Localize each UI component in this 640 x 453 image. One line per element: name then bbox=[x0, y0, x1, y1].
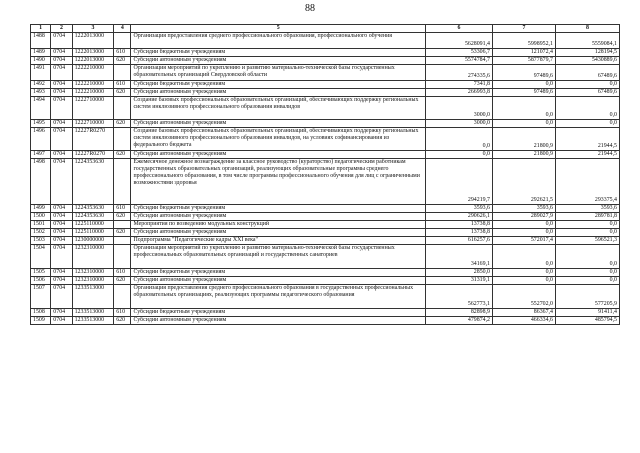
amount-col8: 5430889,6 bbox=[555, 57, 619, 65]
expense-type: 610 bbox=[114, 269, 131, 277]
table-row bbox=[31, 57, 620, 65]
amount-col8: 577205,9 bbox=[555, 285, 619, 309]
amount-col6: 5574784,7 bbox=[425, 57, 492, 65]
table-row bbox=[31, 97, 620, 120]
item-name: Субсидии бюджетным учреждениям bbox=[131, 205, 426, 213]
amount-col8: 0,0 bbox=[555, 229, 619, 237]
table-row bbox=[31, 229, 620, 237]
col-header: 4 bbox=[114, 25, 131, 33]
expense-type bbox=[114, 285, 131, 309]
section-code: 0704 bbox=[51, 120, 72, 128]
amount-col7: 0,0 bbox=[493, 269, 556, 277]
amount-col7: 466334,6 bbox=[493, 317, 556, 325]
amount-col7: 97489,6 bbox=[493, 89, 556, 97]
row-number: 1505 bbox=[31, 269, 51, 277]
section-code: 0704 bbox=[51, 269, 72, 277]
amount-col7: 572017,4 bbox=[493, 237, 556, 245]
target-code: 1222013000 bbox=[72, 49, 114, 57]
amount-col7: 21800,9 bbox=[493, 151, 556, 159]
row-number: 1490 bbox=[31, 57, 51, 65]
section-code: 0704 bbox=[51, 205, 72, 213]
item-name: Субсидии бюджетным учреждениям bbox=[131, 269, 426, 277]
amount-col7: 0,0 bbox=[493, 81, 556, 89]
amount-col8: 289781,8 bbox=[555, 213, 619, 221]
expense-type bbox=[114, 159, 131, 205]
item-name: Субсидии автономным учреждениям bbox=[131, 317, 426, 325]
amount-col8: 0,0 bbox=[555, 97, 619, 120]
target-code: 1222210000 bbox=[72, 81, 114, 89]
row-number: 1489 bbox=[31, 49, 51, 57]
expense-type: 620 bbox=[114, 120, 131, 128]
amount-col8: 21944,5 bbox=[555, 151, 619, 159]
expense-type: 620 bbox=[114, 89, 131, 97]
amount-col7: 0,0 bbox=[493, 277, 556, 285]
expense-type: 610 bbox=[114, 309, 131, 317]
row-number: 1499 bbox=[31, 205, 51, 213]
section-code: 0704 bbox=[51, 57, 72, 65]
target-code: 1224353630 bbox=[72, 205, 114, 213]
amount-col7: 552702,0 bbox=[493, 285, 556, 309]
row-number: 1498 bbox=[31, 159, 51, 205]
target-code: 1232310000 bbox=[72, 245, 114, 269]
table-row bbox=[31, 285, 620, 309]
table-row bbox=[31, 245, 620, 269]
section-code: 0704 bbox=[51, 49, 72, 57]
amount-col8: 67489,6 bbox=[555, 89, 619, 97]
section-code: 0704 bbox=[51, 309, 72, 317]
item-name: Субсидии бюджетным учреждениям bbox=[131, 81, 426, 89]
target-code: 1233513000 bbox=[72, 309, 114, 317]
amount-col8: 67489,6 bbox=[555, 65, 619, 81]
amount-col7: 97489,6 bbox=[493, 65, 556, 81]
amount-col6: 266993,8 bbox=[425, 89, 492, 97]
table-row bbox=[31, 205, 620, 213]
item-name: Ежемесячное денежное вознаграждение за классное руководство (кураторство) педагогическим работникам государственных образовательных организаций, реализующих образовательные программы среднего профессионального образования, в том числе программы профессионального обучения для лиц с ограниченными возможностями здоровья bbox=[131, 159, 426, 205]
table-row bbox=[31, 49, 620, 57]
section-code: 0704 bbox=[51, 151, 72, 159]
table-row bbox=[31, 159, 620, 205]
amount-col7: 21800,9 bbox=[493, 128, 556, 151]
table-row bbox=[31, 151, 620, 159]
amount-col6: 53306,7 bbox=[425, 49, 492, 57]
amount-col8: 5559084,1 bbox=[555, 33, 619, 49]
expense-type bbox=[114, 128, 131, 151]
target-code: 1222210000 bbox=[72, 65, 114, 81]
amount-col6: 3000,0 bbox=[425, 97, 492, 120]
amount-col6: 616257,6 bbox=[425, 237, 492, 245]
expense-type: 610 bbox=[114, 81, 131, 89]
target-code: 1232310000 bbox=[72, 269, 114, 277]
amount-col7: 86367,4 bbox=[493, 309, 556, 317]
section-code: 0704 bbox=[51, 317, 72, 325]
item-name: Субсидии бюджетным учреждениям bbox=[131, 49, 426, 57]
amount-col6: 294219,7 bbox=[425, 159, 492, 205]
amount-col6: 13738,8 bbox=[425, 221, 492, 229]
section-code: 0704 bbox=[51, 65, 72, 81]
table-row bbox=[31, 213, 620, 221]
amount-col7: 5877879,7 bbox=[493, 57, 556, 65]
amount-col7: 3593,6 bbox=[493, 205, 556, 213]
row-number: 1509 bbox=[31, 317, 51, 325]
table-row bbox=[31, 221, 620, 229]
row-number: 1504 bbox=[31, 245, 51, 269]
amount-col6: 3000,0 bbox=[425, 120, 492, 128]
expense-type: 620 bbox=[114, 229, 131, 237]
expense-type bbox=[114, 237, 131, 245]
amount-col8: 128194,5 bbox=[555, 49, 619, 57]
section-code: 0704 bbox=[51, 277, 72, 285]
item-name: Организация предоставления среднего профессионального образования в государственных профессиональных образовательных организациях, реализующих программы педагогического образования bbox=[131, 285, 426, 309]
item-name: Субсидии автономным учреждениям bbox=[131, 151, 426, 159]
amount-col6: 290626,1 bbox=[425, 213, 492, 221]
col-header: 5 bbox=[131, 25, 426, 33]
amount-col6: 562773,1 bbox=[425, 285, 492, 309]
target-code: 1224353630 bbox=[72, 159, 114, 205]
item-name: Мероприятия по возведению модульных конструкций bbox=[131, 221, 426, 229]
row-number: 1488 bbox=[31, 33, 51, 49]
item-name: Субсидии автономным учреждениям bbox=[131, 89, 426, 97]
page-number: 88 bbox=[305, 3, 315, 14]
target-code: 12227R0270 bbox=[72, 128, 114, 151]
amount-col6: 31319,1 bbox=[425, 277, 492, 285]
col-header: 2 bbox=[51, 25, 72, 33]
row-number: 1501 bbox=[31, 221, 51, 229]
item-name: Организация мероприятий по укреплению и развитию материально-технической базы государственных профессиональных образовательных организаций и государственных санаториев bbox=[131, 245, 426, 269]
col-header: 1 bbox=[31, 25, 51, 33]
amount-col7: 0,0 bbox=[493, 245, 556, 269]
target-code: 1225110000 bbox=[72, 229, 114, 237]
item-name: Субсидии автономным учреждениям bbox=[131, 277, 426, 285]
amount-col7: 5998952,1 bbox=[493, 33, 556, 49]
row-number: 1508 bbox=[31, 309, 51, 317]
amount-col8: 596521,3 bbox=[555, 237, 619, 245]
amount-col6: 479874,2 bbox=[425, 317, 492, 325]
amount-col8: 0,0 bbox=[555, 120, 619, 128]
target-code: 1233513000 bbox=[72, 285, 114, 309]
target-code: 1222210000 bbox=[72, 89, 114, 97]
expense-type: 620 bbox=[114, 277, 131, 285]
amount-col6: 34169,1 bbox=[425, 245, 492, 269]
item-name: Организация мероприятий по укреплению и развитию материально-технической базы государственных образовательных организаций Свердловской области bbox=[131, 65, 426, 81]
table-row bbox=[31, 277, 620, 285]
item-name: Подпрограмма "Педагогические кадры XXI века" bbox=[131, 237, 426, 245]
amount-col6: 274335,6 bbox=[425, 65, 492, 81]
amount-col8: 0,0 bbox=[555, 81, 619, 89]
expense-type bbox=[114, 221, 131, 229]
amount-col6: 5628091,4 bbox=[425, 33, 492, 49]
row-number: 1497 bbox=[31, 151, 51, 159]
item-name: Субсидии автономным учреждениям bbox=[131, 213, 426, 221]
item-name: Субсидии автономным учреждениям bbox=[131, 57, 426, 65]
amount-col6: 0,0 bbox=[425, 128, 492, 151]
row-number: 1500 bbox=[31, 213, 51, 221]
section-code: 0704 bbox=[51, 89, 72, 97]
table-row bbox=[31, 65, 620, 81]
table-row bbox=[31, 237, 620, 245]
amount-col8: 293375,4 bbox=[555, 159, 619, 205]
col-header: 6 bbox=[425, 25, 492, 33]
col-header: 7 bbox=[493, 25, 556, 33]
table-row bbox=[31, 33, 620, 49]
section-code: 0704 bbox=[51, 128, 72, 151]
amount-col8: 21944,5 bbox=[555, 128, 619, 151]
expense-type: 610 bbox=[114, 205, 131, 213]
section-code: 0704 bbox=[51, 237, 72, 245]
budget-table bbox=[30, 24, 620, 325]
row-number: 1496 bbox=[31, 128, 51, 151]
amount-col8: 0,0 bbox=[555, 277, 619, 285]
amount-col7: 0,0 bbox=[493, 221, 556, 229]
amount-col6: 13738,8 bbox=[425, 229, 492, 237]
col-header: 3 bbox=[72, 25, 114, 33]
amount-col8: 0,0 bbox=[555, 245, 619, 269]
amount-col7: 289027,9 bbox=[493, 213, 556, 221]
target-code: 1232310000 bbox=[72, 277, 114, 285]
row-number: 1503 bbox=[31, 237, 51, 245]
section-code: 0704 bbox=[51, 221, 72, 229]
item-name: Субсидии автономным учреждениям bbox=[131, 229, 426, 237]
row-number: 1507 bbox=[31, 285, 51, 309]
col-header: 8 bbox=[555, 25, 619, 33]
expense-type: 620 bbox=[114, 317, 131, 325]
target-code: 1225110000 bbox=[72, 221, 114, 229]
section-code: 0704 bbox=[51, 229, 72, 237]
amount-col6: 82898,9 bbox=[425, 309, 492, 317]
expense-type: 620 bbox=[114, 57, 131, 65]
amount-col8: 0,0 bbox=[555, 269, 619, 277]
expense-type bbox=[114, 65, 131, 81]
section-code: 0704 bbox=[51, 285, 72, 309]
item-name: Субсидии автономным учреждениям bbox=[131, 120, 426, 128]
section-code: 0704 bbox=[51, 81, 72, 89]
amount-col6: 3593,6 bbox=[425, 205, 492, 213]
section-code: 0704 bbox=[51, 245, 72, 269]
amount-col7: 292621,5 bbox=[493, 159, 556, 205]
amount-col6: 2850,0 bbox=[425, 269, 492, 277]
amount-col8: 91411,4 bbox=[555, 309, 619, 317]
amount-col7: 0,0 bbox=[493, 97, 556, 120]
expense-type: 610 bbox=[114, 49, 131, 57]
row-number: 1494 bbox=[31, 97, 51, 120]
amount-col6: 0,0 bbox=[425, 151, 492, 159]
table-row bbox=[31, 89, 620, 97]
amount-col8: 485794,5 bbox=[555, 317, 619, 325]
table-row bbox=[31, 120, 620, 128]
amount-col8: 0,0 bbox=[555, 221, 619, 229]
target-code: 1233513000 bbox=[72, 317, 114, 325]
expense-type: 620 bbox=[114, 213, 131, 221]
item-name: Организация предоставления среднего профессионального образования, профессионального обучения bbox=[131, 33, 426, 49]
target-code: 1222710000 bbox=[72, 120, 114, 128]
table-row bbox=[31, 128, 620, 151]
item-name: Создание базовых профессиональных образовательных организаций, обеспечивающих поддержку региональных систем инклюзивного профессионального образования инвалидов, на условиях софинансирования из федерального бюджета bbox=[131, 128, 426, 151]
section-code: 0704 bbox=[51, 97, 72, 120]
target-code: 1222710000 bbox=[72, 97, 114, 120]
section-code: 0704 bbox=[51, 213, 72, 221]
expense-type bbox=[114, 245, 131, 269]
table-row bbox=[31, 317, 620, 325]
amount-col6: 7341,8 bbox=[425, 81, 492, 89]
target-code: 1222013000 bbox=[72, 33, 114, 49]
row-number: 1493 bbox=[31, 89, 51, 97]
expense-type: 620 bbox=[114, 151, 131, 159]
target-code: 1224353630 bbox=[72, 213, 114, 221]
amount-col7: 0,0 bbox=[493, 229, 556, 237]
table-row bbox=[31, 81, 620, 89]
amount-col7: 121072,4 bbox=[493, 49, 556, 57]
table-row bbox=[31, 309, 620, 317]
amount-col7: 0,0 bbox=[493, 120, 556, 128]
target-code: 1222013000 bbox=[72, 57, 114, 65]
table-header-row bbox=[31, 25, 620, 33]
row-number: 1495 bbox=[31, 120, 51, 128]
row-number: 1492 bbox=[31, 81, 51, 89]
target-code: 12227R0270 bbox=[72, 151, 114, 159]
amount-col8: 3593,6 bbox=[555, 205, 619, 213]
expense-type bbox=[114, 33, 131, 49]
row-number: 1502 bbox=[31, 229, 51, 237]
item-name: Создание базовых профессиональных образовательных организаций, обеспечивающих поддержку региональных систем инклюзивного профессионального образования инвалидов bbox=[131, 97, 426, 120]
row-number: 1491 bbox=[31, 65, 51, 81]
row-number: 1506 bbox=[31, 277, 51, 285]
target-code: 1230000000 bbox=[72, 237, 114, 245]
section-code: 0704 bbox=[51, 159, 72, 205]
expense-type bbox=[114, 97, 131, 120]
section-code: 0704 bbox=[51, 33, 72, 49]
table-row bbox=[31, 269, 620, 277]
item-name: Субсидии бюджетным учреждениям bbox=[131, 309, 426, 317]
